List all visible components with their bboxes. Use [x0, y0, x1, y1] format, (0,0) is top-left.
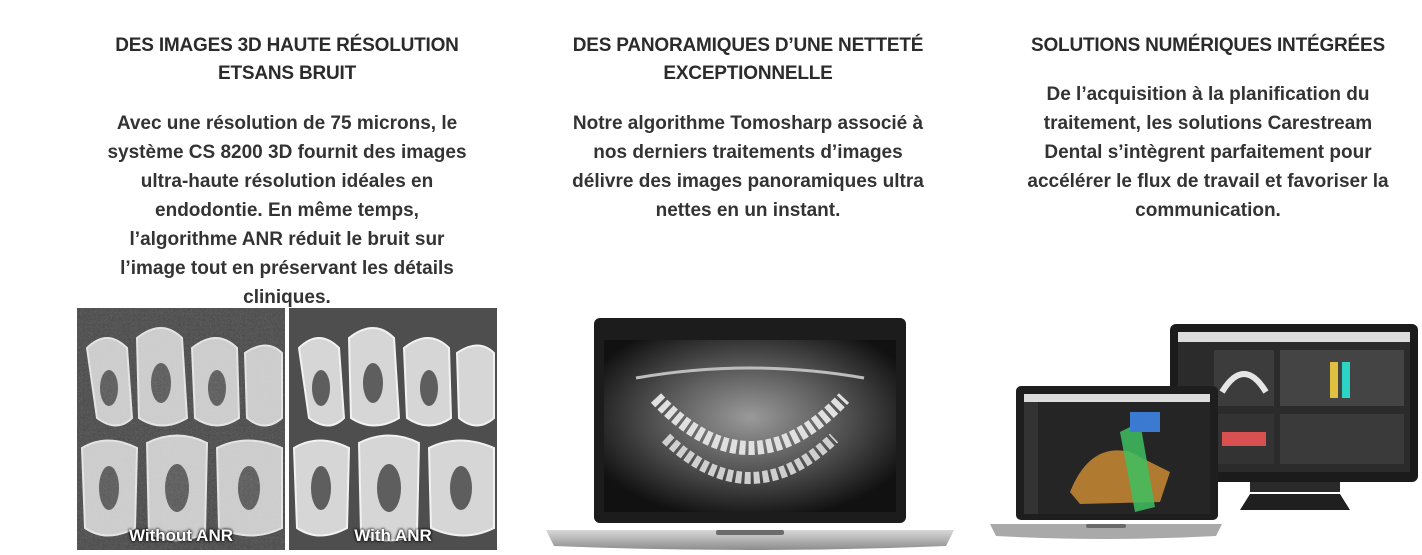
xray-with-anr: With ANR — [289, 308, 497, 550]
laptop-panoramic-image — [546, 318, 954, 550]
feature-description: Avec une résolution de 75 microns, le système CS 8200 3D fournit des images ultra-haute résolution idéales en endodontie. En même temps, l’algorithme ANR réduit le bruit sur l’image tout en préservant les détails cliniques. — [107, 113, 467, 308]
feature-title: DES PANORAMIQUES D’UNE NETTETÉ EXCEPTIONNELLE — [572, 35, 924, 84]
monitor-laptop-software-image — [990, 322, 1422, 550]
xray-without-anr: Without ANR — [77, 308, 285, 550]
feature-description: De l’acquisition à la planification du traitement, les solutions Carestream Dental s’intègrent parfaitement pour accélérer le flux de travail et favoriser la communication. — [1027, 84, 1389, 221]
anr-comparison-image — [77, 308, 497, 550]
feature-title: DES IMAGES 3D HAUTE RÉSOLUTION ETSANS BRUIT — [115, 35, 459, 84]
feature-description: Notre algorithme Tomosharp associé à nos derniers traitements d’images délivre des images panoramiques ultra nettes en un instant. — [572, 113, 924, 221]
feature-3d-images — [70, 0, 504, 550]
feature-panoramic — [530, 0, 966, 550]
feature-title: SOLUTIONS NUMÉRIQUES INTÉGRÉES — [1031, 35, 1385, 56]
feature-digital-solutions — [994, 0, 1422, 550]
